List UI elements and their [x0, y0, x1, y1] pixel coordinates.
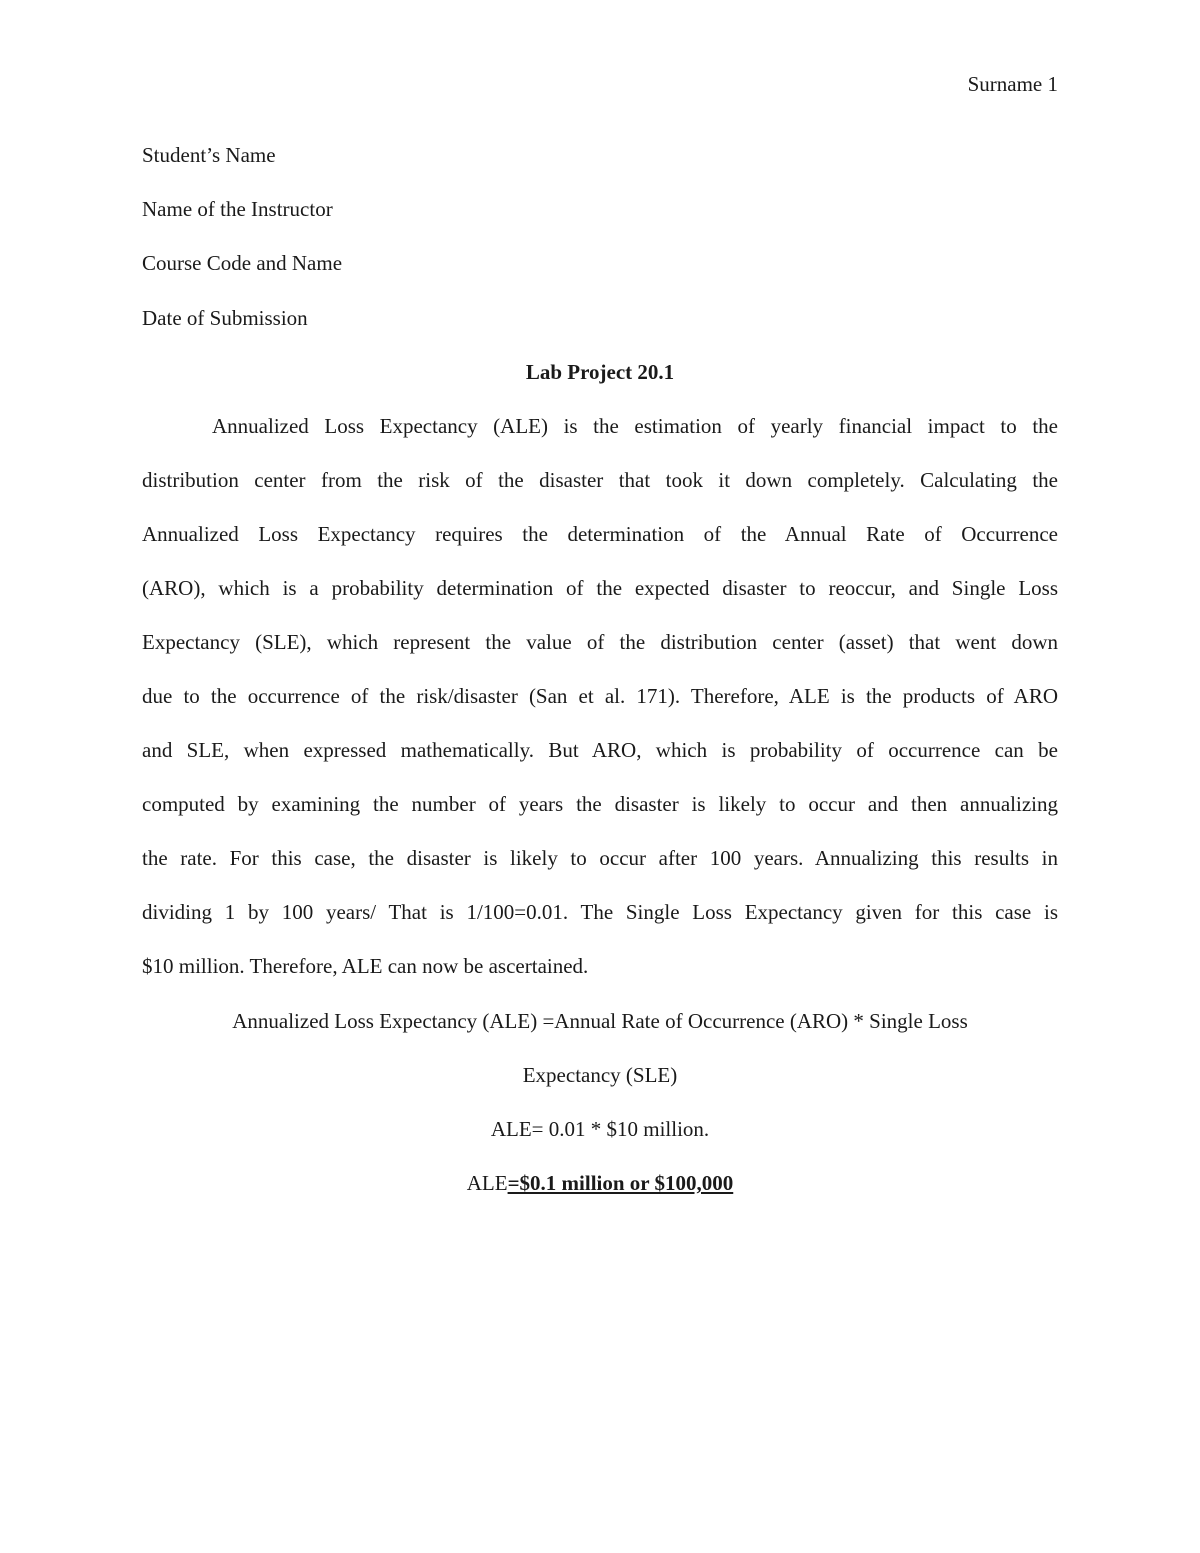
body-line-6: due to the occurrence of the risk/disaster (San et al. 171). Therefore, ALE is the products of ARO	[142, 684, 1058, 708]
formula-line-2: Expectancy (SLE)	[522, 1063, 678, 1087]
body-line-8: computed by examining the number of years the disaster is likely to occur and then annualizing	[142, 792, 1058, 816]
body-line-9: the rate. For this case, the disaster is likely to occur after 100 years. Annualizing this results in	[142, 846, 1058, 870]
instructor-name: Name of the Instructor	[142, 197, 333, 221]
body-line-7: and SLE, when expressed mathematically. But ARO, which is probability of occurrence can be	[142, 738, 1058, 762]
formula-line-1: Annualized Loss Expectancy (ALE) =Annual Rate of Occurrence (ARO) * Single Loss	[232, 1009, 968, 1033]
body-line-2: distribution center from the risk of the disaster that took it down completely. Calculating the	[142, 468, 1058, 492]
student-name: Student’s Name	[142, 143, 276, 167]
body-line-4: (ARO), which is a probability determination of the expected disaster to reoccur, and Single Loss	[142, 576, 1058, 600]
submission-date: Date of Submission	[142, 306, 308, 330]
body-line-5: Expectancy (SLE), which represent the value of the distribution center (asset) that went down	[142, 630, 1058, 654]
document-title: Lab Project 20.1	[525, 360, 675, 384]
formula-calculation: ALE= 0.01 * $10 million.	[490, 1117, 710, 1141]
body-line-10: dividing 1 by 100 years/ That is 1/100=0.01. The Single Loss Expectancy given for this case is	[142, 900, 1058, 924]
formula-result	[142, 1171, 1058, 1196]
formula-result-value: =$0.1 million or $100,000	[507, 1171, 734, 1195]
course-code-name: Course Code and Name	[142, 251, 343, 275]
body-line-1: Annualized Loss Expectancy (ALE) is the estimation of yearly financial impact to the	[212, 414, 1058, 438]
body-line-3: Annualized Loss Expectancy requires the determination of the Annual Rate of Occurrence	[142, 522, 1058, 546]
formula-result-prefix: ALE	[466, 1171, 508, 1195]
body-line-11: $10 million. Therefore, ALE can now be ascertained.	[142, 954, 589, 978]
page-header-surname: Surname 1	[967, 72, 1058, 96]
